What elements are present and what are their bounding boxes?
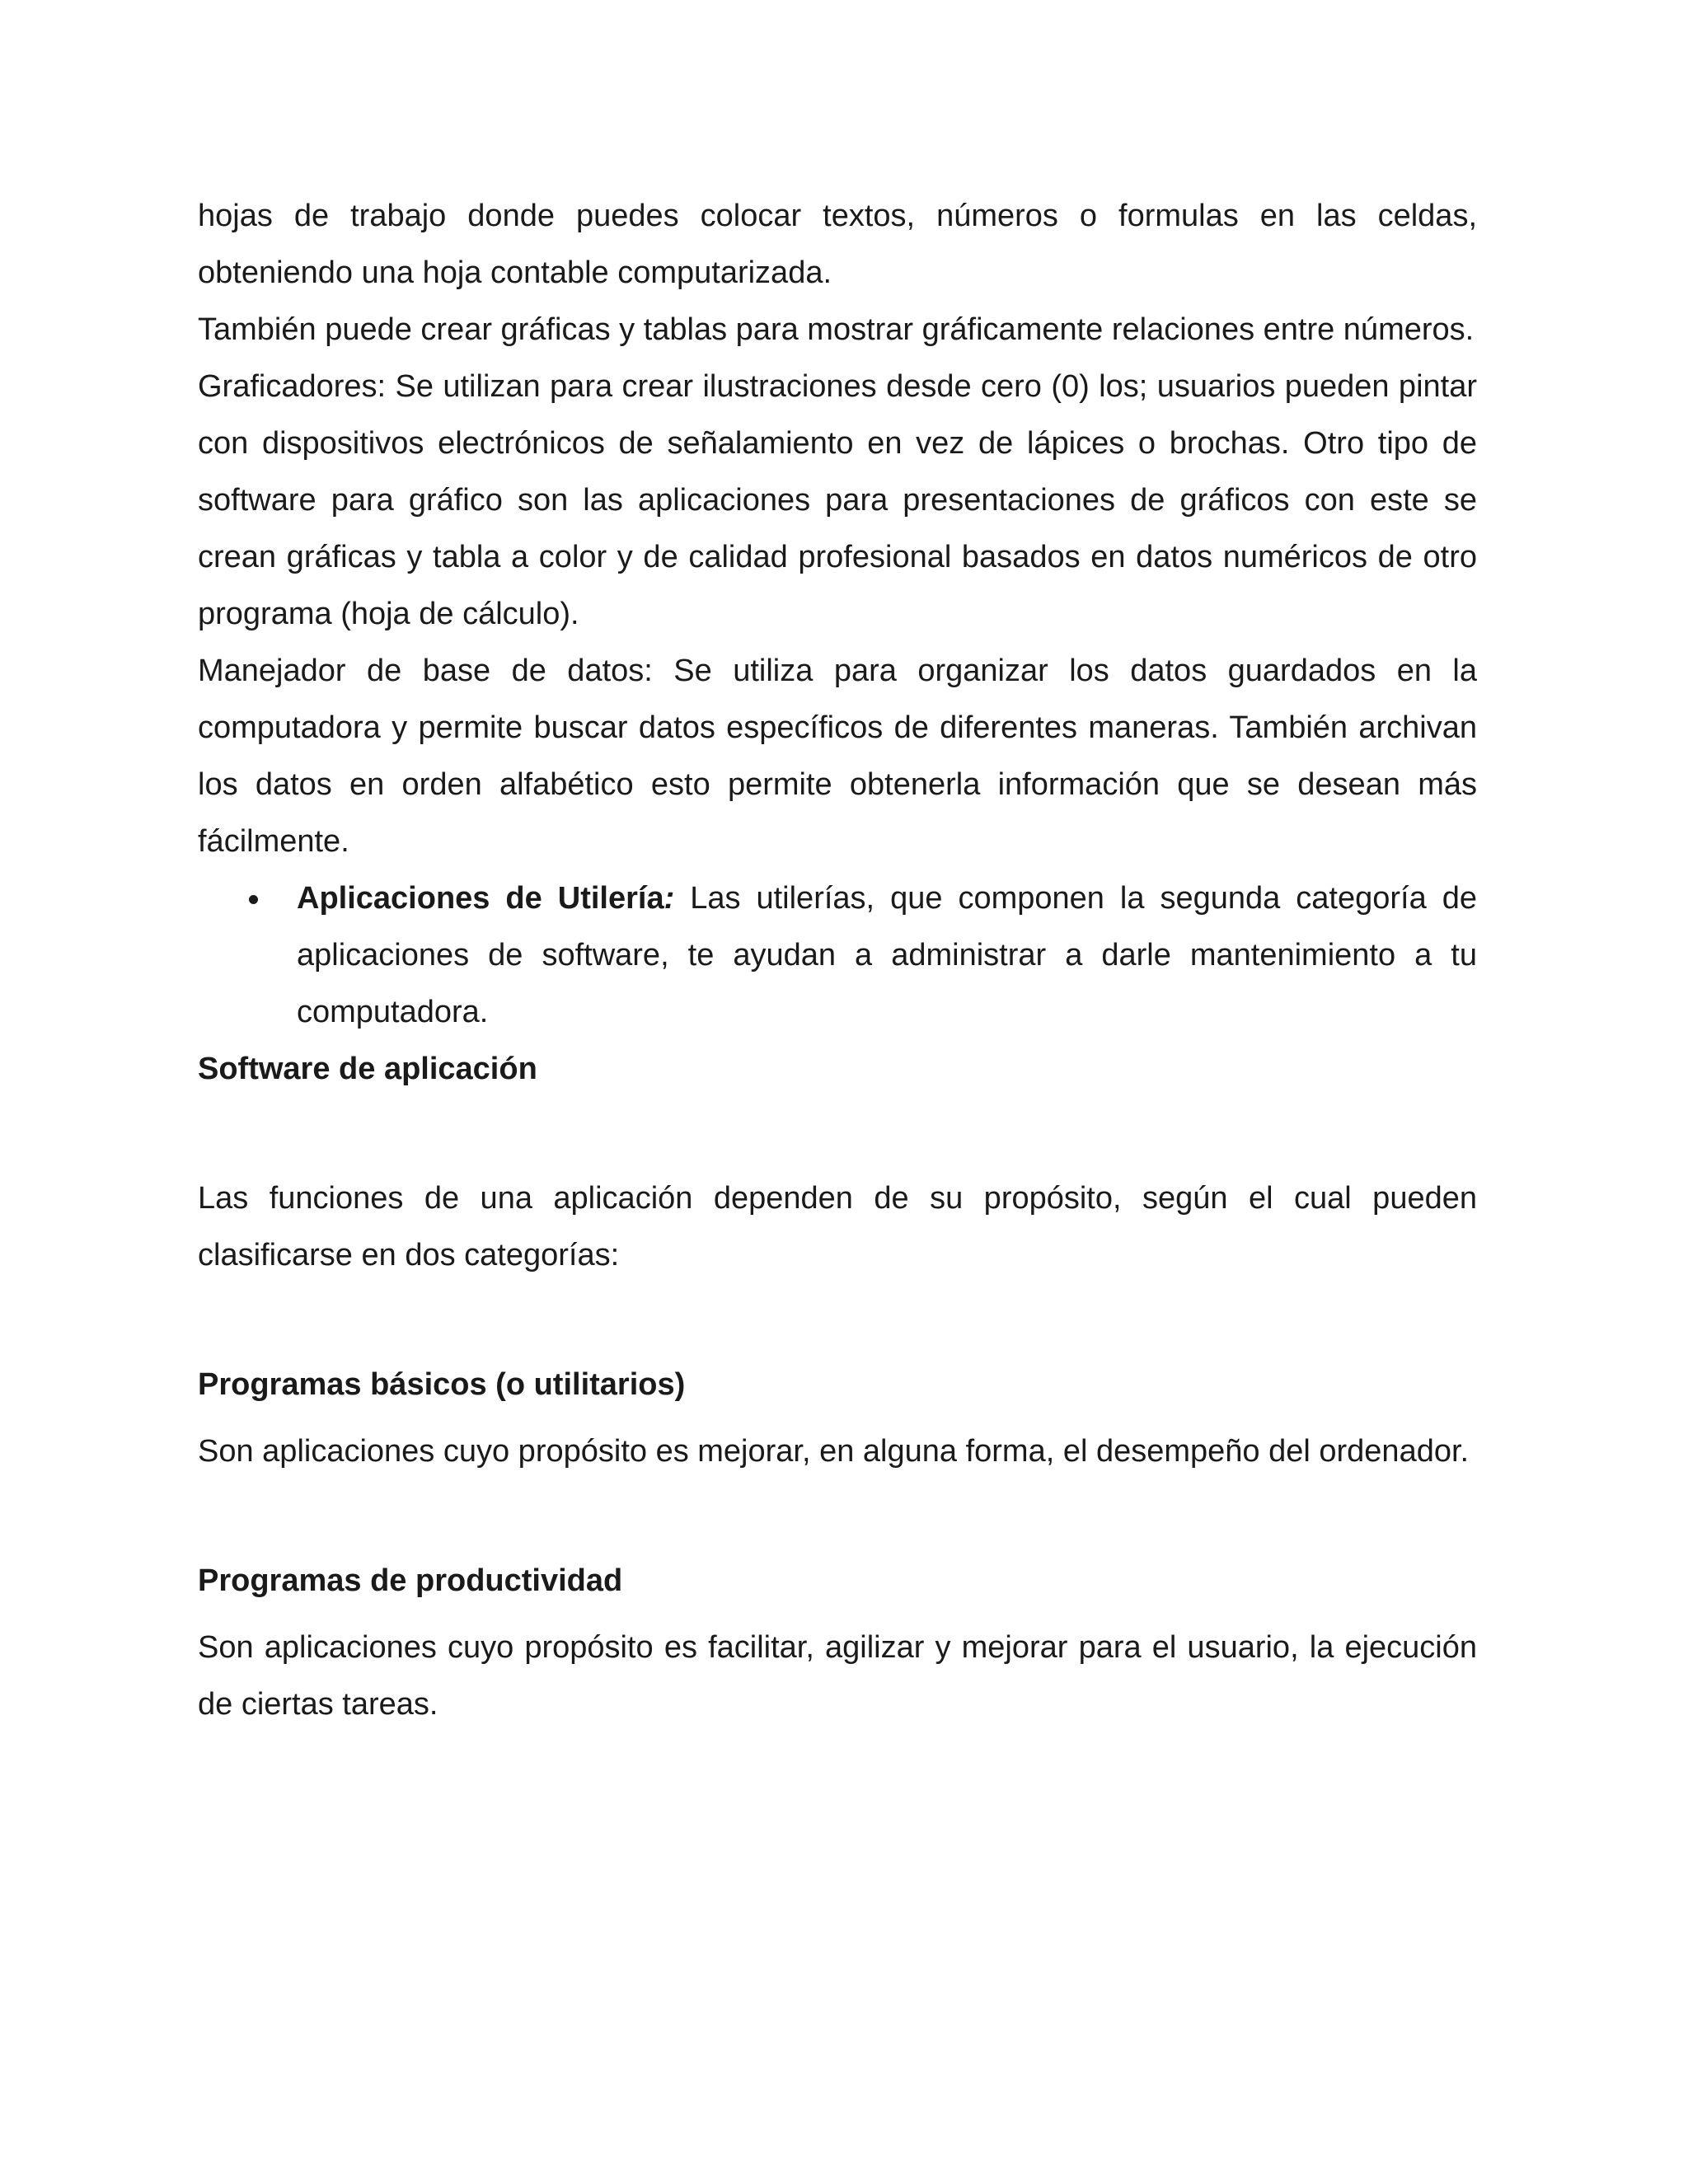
bullet-list xyxy=(198,870,1477,1041)
bullet-item-utilities xyxy=(198,870,1477,1041)
bullet-dot-icon xyxy=(249,895,258,904)
paragraph-graphic-tools: Graficadores: Se utilizan para crear ilustraciones desde cero (0) los; usuarios pueden pintar con dispositivos electrónicos de señalamiento en vez de lápices o brochas. Otro tipo de software para gráfico son las aplicaciones para presentaciones de gráficos con este se crean gráficas y tabla a color y de calidad profesional basados en datos numéricos de otro programa (hoja de cálculo). xyxy=(198,369,1477,631)
paragraph-charts-tables: También puede crear gráficas y tablas para mostrar gráficamente relaciones entre números. xyxy=(198,312,1475,347)
paragraph-productivity-programs: Son aplicaciones cuyo propósito es facilitar, agilizar y mejorar para el usuario, la ejecución de ciertas tareas. xyxy=(198,1630,1477,1722)
heading-basic-programs: Programas básicos (o utilitarios) xyxy=(198,1367,686,1402)
page-content xyxy=(198,188,1477,1733)
paragraph-spreadsheet-sheets: hojas de trabajo donde puedes colocar textos, números o formulas en las celdas, obteniendo una hoja contable computarizada. xyxy=(198,199,1477,290)
bullet-separator: : xyxy=(663,881,675,916)
heading-productivity-programs: Programas de productividad xyxy=(198,1563,623,1598)
bullet-term: Aplicaciones de Utilería xyxy=(297,881,664,916)
section-intro-paragraph: Las funciones de una aplicación dependen de su propósito, según el cual pueden clasificarse en dos categorías: xyxy=(198,1181,1477,1272)
section-heading-application-software: Software de aplicación xyxy=(198,1052,537,1086)
bullet-text: Las utilerías, que componen la segunda categoría de aplicaciones de software, te ayudan a administrar a darle mantenimiento a tu computadora. xyxy=(297,881,1477,1029)
paragraph-basic-programs: Son aplicaciones cuyo propósito es mejorar, en alguna forma, el desempeño del ordenador. xyxy=(198,1434,1470,1469)
paragraph-database-manager: Manejador de base de datos: Se utiliza para organizar los datos guardados en la computadora y permite buscar datos específicos de diferentes maneras. También archivan los datos en orden alfabético esto permite obtenerla información que se desean más fácilmente. xyxy=(198,654,1477,859)
